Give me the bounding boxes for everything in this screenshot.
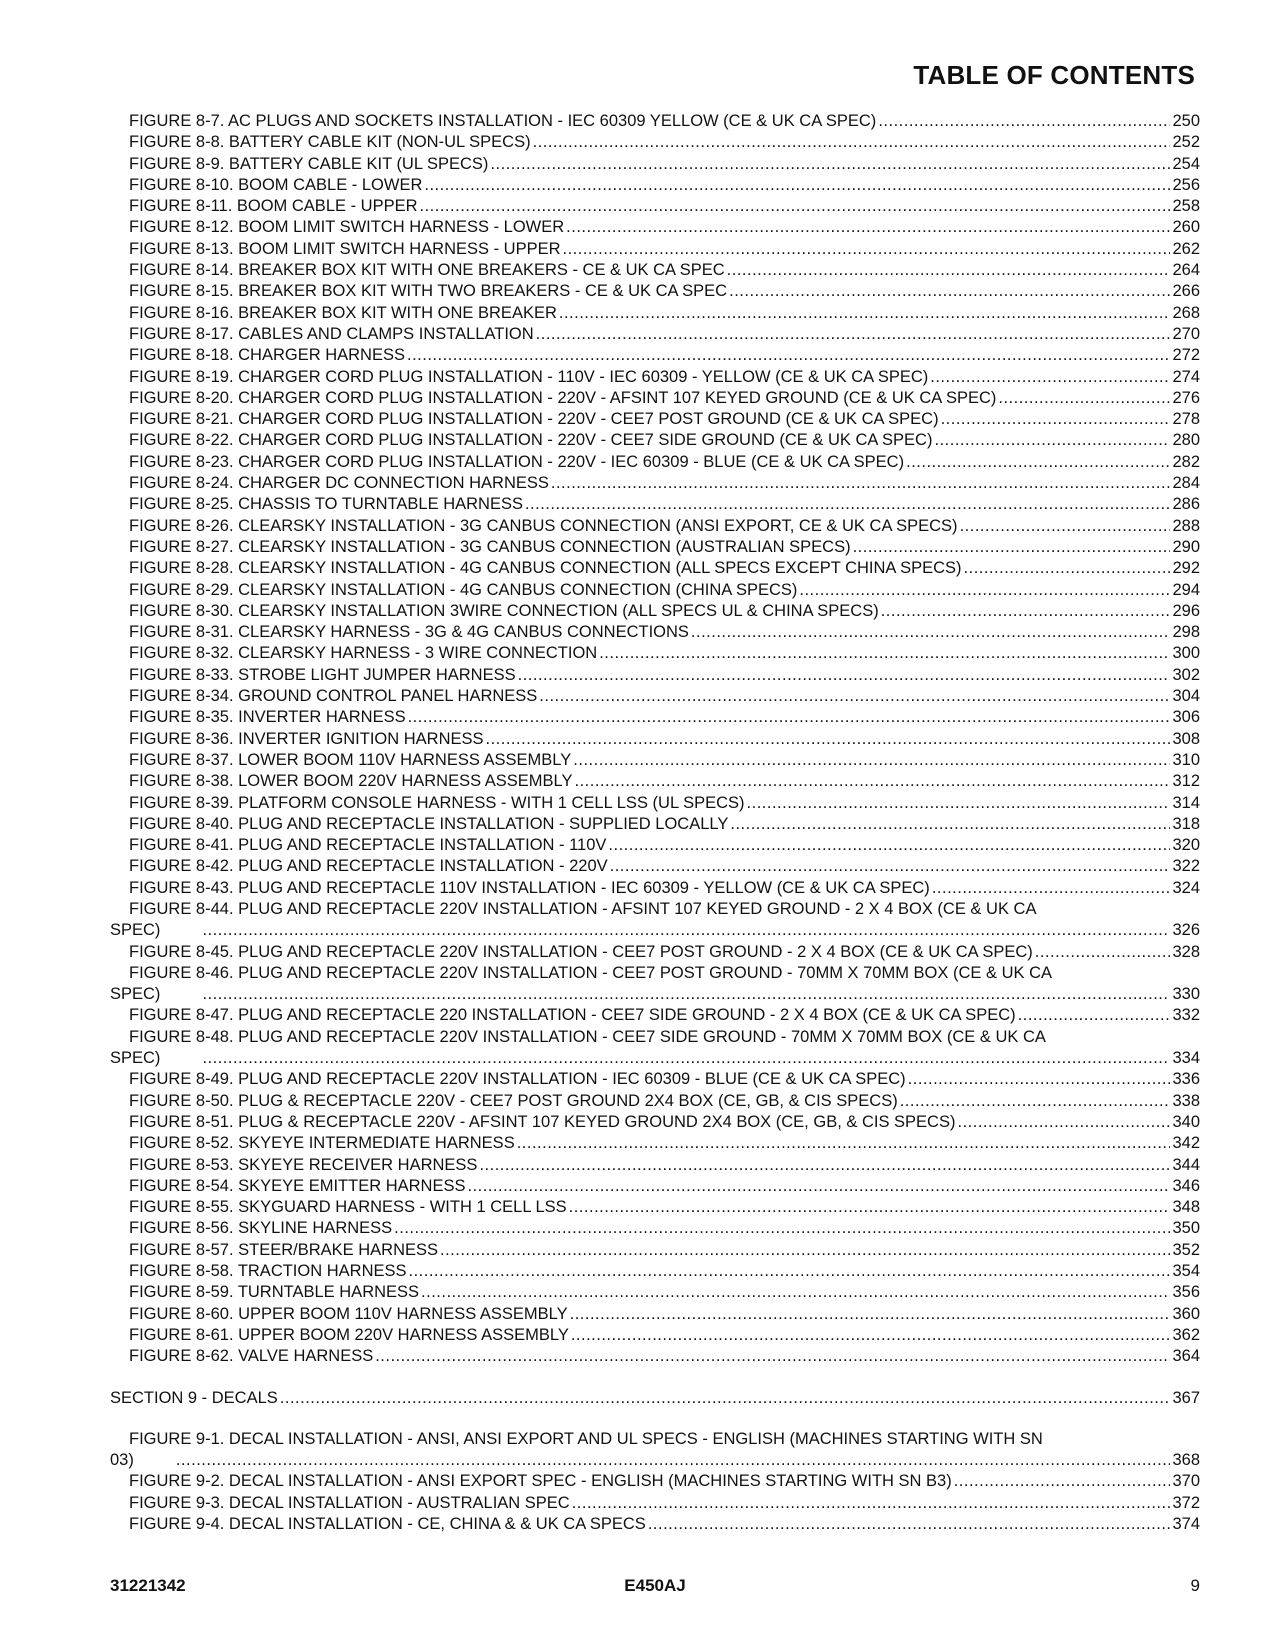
toc-entry-page: 250 <box>1172 112 1200 130</box>
dot-leader <box>479 1155 1170 1176</box>
toc-entry-page: 308 <box>1172 729 1200 748</box>
toc-entry-title-continued: SPEC) <box>110 985 161 1004</box>
dot-leader <box>878 111 1170 132</box>
toc-entry-title: FIGURE 8-54. SKYEYE EMITTER HARNESS <box>129 1176 466 1195</box>
toc-entry-title: FIGURE 9-1. DECAL INSTALLATION - ANSI, ANSI EXPORT AND UL SPECS - ENGLISH (MACHINES STARTING WITH SN <box>129 1429 1043 1448</box>
toc-entry-continuation <box>110 1048 1200 1069</box>
toc-entry[interactable] <box>110 1514 1200 1535</box>
toc-entry-title: FIGURE 8-47. PLUG AND RECEPTACLE 220 INSTALLATION - CEE7 SIDE GROUND - 2 X 4 BOX (CE & UK CA SPEC) <box>129 1006 1016 1025</box>
toc-entry-page: 348 <box>1172 1198 1200 1217</box>
toc-entry[interactable] <box>110 324 1200 345</box>
toc-entry-title: FIGURE 9-3. DECAL INSTALLATION - AUSTRALIAN SPEC <box>129 1493 570 1512</box>
toc-entry[interactable] <box>110 1471 1200 1492</box>
toc-entry-title: FIGURE 8-49. PLUG AND RECEPTACLE 220V INSTALLATION - IEC 60309 - BLUE (CE & UK CA SPEC) <box>129 1070 906 1089</box>
dot-leader <box>486 729 1171 750</box>
toc-entry-page: 338 <box>1172 1091 1200 1110</box>
dot-leader <box>533 132 1171 153</box>
dot-leader <box>1035 942 1171 963</box>
dot-leader <box>468 1176 1171 1197</box>
toc-entry-title: FIGURE 8-33. STROBE LIGHT JUMPER HARNESS <box>129 665 516 684</box>
toc-entry-title: FIGURE 8-30. CLEARSKY INSTALLATION 3WIRE CONNECTION (ALL SPECS UL & CHINA SPECS) <box>129 601 879 620</box>
toc-entry-title: FIGURE 8-12. BOOM LIMIT SWITCH HARNESS - LOWER <box>129 218 565 237</box>
dot-leader <box>964 558 1171 579</box>
toc-entry-page: 332 <box>1172 1006 1200 1025</box>
toc-entry[interactable] <box>110 260 1200 281</box>
dot-leader <box>539 686 1170 707</box>
toc-entry-page: 256 <box>1172 175 1200 194</box>
toc-entry[interactable] <box>110 388 1200 409</box>
toc-entry-page: 298 <box>1172 623 1200 642</box>
toc-entry[interactable] <box>110 111 1200 132</box>
dot-leader <box>420 196 1171 217</box>
toc-entry[interactable] <box>110 856 1200 877</box>
toc-entry-page: 326 <box>1172 921 1200 940</box>
dot-leader <box>407 345 1170 366</box>
toc-entry-page: 288 <box>1172 516 1200 535</box>
toc-entry-title: FIGURE 8-45. PLUG AND RECEPTACLE 220V INSTALLATION - CEE7 POST GROUND - 2 X 4 BOX (CE & UK CA SPEC) <box>129 942 1033 961</box>
toc-entry-page: 300 <box>1172 644 1200 663</box>
toc-entry-page: 356 <box>1172 1283 1200 1302</box>
toc-entry[interactable] <box>110 239 1200 260</box>
dot-leader <box>569 1197 1171 1218</box>
dot-leader <box>575 771 1171 792</box>
toc-entry-title: FIGURE 8-9. BATTERY CABLE KIT (UL SPECS) <box>129 154 489 173</box>
toc-entry-title: FIGURE 8-62. VALVE HARNESS <box>129 1347 374 1366</box>
toc-entry-page: 367 <box>1172 1388 1200 1407</box>
toc-entry[interactable] <box>110 963 1200 1006</box>
toc-entry[interactable] <box>110 622 1200 643</box>
dot-leader <box>525 494 1171 515</box>
dot-leader <box>930 367 1170 388</box>
toc-entry-page: 284 <box>1172 474 1200 493</box>
toc-entry[interactable] <box>110 1429 1200 1472</box>
toc-entry[interactable] <box>110 1304 1200 1325</box>
dot-leader <box>421 1282 1170 1303</box>
table-of-contents <box>110 111 1200 1535</box>
toc-entry-title: FIGURE 8-35. INVERTER HARNESS <box>129 708 406 727</box>
toc-entry-title: FIGURE 8-24. CHARGER DC CONNECTION HARNESS <box>129 474 549 493</box>
toc-entry-page: 260 <box>1172 218 1200 237</box>
toc-entry[interactable] <box>110 558 1200 579</box>
toc-entry-title: FIGURE 8-21. CHARGER CORD PLUG INSTALLATION - 220V - CEE7 POST GROUND (CE & UK CA SPEC) <box>129 410 939 429</box>
toc-entry-page: 362 <box>1172 1325 1200 1344</box>
toc-entry-title: FIGURE 9-2. DECAL INSTALLATION - ANSI EXPORT SPEC - ENGLISH (MACHINES STARTING WITH SN B3) <box>129 1472 952 1491</box>
toc-entry-title: FIGURE 8-22. CHARGER CORD PLUG INSTALLATION - 220V - CEE7 SIDE GROUND (CE & UK CA SPEC) <box>129 431 933 450</box>
toc-entry[interactable] <box>110 1282 1200 1303</box>
toc-entry[interactable] <box>110 303 1200 324</box>
toc-entry-title: FIGURE 8-18. CHARGER HARNESS <box>129 346 405 365</box>
document-number: 31221342 <box>110 1576 186 1595</box>
dot-leader <box>998 388 1170 409</box>
toc-entry-title: FIGURE 8-23. CHARGER CORD PLUG INSTALLATION - 220V - IEC 60309 - BLUE (CE & UK CA SPEC) <box>129 452 905 471</box>
toc-entry-title: FIGURE 8-10. BOOM CABLE - LOWER <box>129 175 423 194</box>
toc-entry-page: 370 <box>1172 1472 1200 1491</box>
toc-entry[interactable] <box>110 835 1200 856</box>
toc-entry[interactable] <box>110 430 1200 451</box>
dot-leader <box>906 452 1170 473</box>
dot-leader <box>954 1471 1171 1492</box>
dot-leader <box>176 1450 1171 1471</box>
toc-entry[interactable] <box>110 345 1200 366</box>
toc-entry[interactable] <box>110 1218 1200 1239</box>
toc-entry-title: FIGURE 8-31. CLEARSKY HARNESS - 3G & 4G CANBUS CONNECTIONS <box>129 623 689 642</box>
toc-entry[interactable] <box>110 1325 1200 1346</box>
toc-entry-page: 364 <box>1172 1347 1200 1366</box>
dot-leader <box>900 1091 1171 1112</box>
toc-entry-title: FIGURE 8-60. UPPER BOOM 110V HARNESS ASSEMBLY <box>129 1304 568 1323</box>
dot-leader <box>799 580 1170 601</box>
toc-entry-page: 264 <box>1172 261 1200 280</box>
toc-entry[interactable] <box>110 1261 1200 1282</box>
toc-entry-page: 302 <box>1172 665 1200 684</box>
dot-leader <box>518 665 1171 686</box>
toc-entry-page: 294 <box>1172 580 1200 599</box>
toc-entry-page: 340 <box>1172 1112 1200 1131</box>
toc-entry-page: 336 <box>1172 1070 1200 1089</box>
dot-leader <box>730 814 1170 835</box>
toc-entry-page: 280 <box>1172 431 1200 450</box>
toc-entry-page: 374 <box>1172 1515 1200 1533</box>
toc-entry-page: 274 <box>1172 367 1200 386</box>
toc-entry-page: 324 <box>1172 878 1200 897</box>
toc-entry-page: 328 <box>1172 942 1200 961</box>
toc-entry[interactable] <box>110 729 1200 750</box>
toc-entry-page: 318 <box>1172 814 1200 833</box>
toc-entry[interactable] <box>110 942 1200 963</box>
toc-entry-title: FIGURE 8-38. LOWER BOOM 220V HARNESS ASSEMBLY <box>129 772 573 791</box>
toc-entry-title: FIGURE 8-53. SKYEYE RECEIVER HARNESS <box>129 1155 478 1174</box>
toc-entry-page: 322 <box>1172 857 1200 876</box>
toc-entry[interactable] <box>110 409 1200 430</box>
dot-leader <box>424 175 1170 196</box>
toc-entry[interactable] <box>110 1069 1200 1090</box>
toc-entry-title-continued: SPEC) <box>110 921 161 940</box>
toc-entry-title: FIGURE 8-50. PLUG & RECEPTACLE 220V - CEE7 POST GROUND 2X4 BOX (CE, GB, & CIS SPECS) <box>129 1091 898 1110</box>
toc-entry-title: FIGURE 8-59. TURNTABLE HARNESS <box>129 1283 420 1302</box>
dot-leader <box>729 281 1170 302</box>
toc-entry[interactable] <box>110 452 1200 473</box>
dot-leader <box>1018 1005 1171 1026</box>
toc-entry-title: FIGURE 8-48. PLUG AND RECEPTACLE 220V INSTALLATION - CEE7 SIDE GROUND - 70MM X 70MM BOX (CE & UK CA <box>129 1027 1046 1046</box>
toc-entry-page: 314 <box>1172 793 1200 812</box>
dot-leader <box>881 601 1171 622</box>
dot-leader <box>490 154 1170 175</box>
toc-entry-title: FIGURE 8-39. PLATFORM CONSOLE HARNESS - WITH 1 CELL LSS (UL SPECS) <box>129 793 745 812</box>
dot-leader <box>853 537 1171 558</box>
toc-entry[interactable] <box>110 686 1200 707</box>
dot-leader <box>202 984 1170 1005</box>
toc-entry-page: 320 <box>1172 836 1200 855</box>
toc-entry[interactable] <box>110 367 1200 388</box>
dot-leader <box>394 1218 1170 1239</box>
toc-entry[interactable] <box>110 643 1200 664</box>
dot-leader <box>517 1133 1171 1154</box>
dot-leader <box>747 793 1171 814</box>
dot-leader <box>573 750 1170 771</box>
dot-leader <box>536 324 1171 345</box>
toc-entry[interactable] <box>110 1091 1200 1112</box>
toc-entry[interactable] <box>110 814 1200 835</box>
toc-entry-page: 306 <box>1172 708 1200 727</box>
toc-entry-title: FIGURE 8-14. BREAKER BOX KIT WITH ONE BREAKERS - CE & UK CA SPEC <box>129 261 725 280</box>
toc-entry[interactable] <box>110 1133 1200 1154</box>
dot-leader <box>551 473 1171 494</box>
toc-entry-page: 252 <box>1172 133 1200 152</box>
toc-entry-title: FIGURE 8-13. BOOM LIMIT SWITCH HARNESS - UPPER <box>129 239 561 258</box>
toc-entry[interactable] <box>110 1027 1200 1070</box>
toc-entry-title-continued: 03) <box>110 1451 134 1470</box>
toc-entry-page: 360 <box>1172 1304 1200 1323</box>
toc-entry-title: FIGURE 8-15. BREAKER BOX KIT WITH TWO BREAKERS - CE & UK CA SPEC <box>129 282 728 301</box>
dot-leader <box>375 1346 1170 1367</box>
toc-entry-continuation <box>110 920 1200 941</box>
toc-entry-page: 352 <box>1172 1240 1200 1259</box>
dot-leader <box>610 856 1171 877</box>
toc-entry-title: FIGURE 8-17. CABLES AND CLAMPS INSTALLATION <box>129 324 534 343</box>
dot-leader <box>727 260 1171 281</box>
toc-entry-page: 266 <box>1172 282 1200 301</box>
toc-entry[interactable] <box>110 1155 1200 1176</box>
toc-entry-page: 278 <box>1172 410 1200 429</box>
toc-entry[interactable] <box>110 494 1200 515</box>
toc-entry[interactable] <box>110 1346 1200 1367</box>
dot-leader <box>599 643 1170 664</box>
toc-entry[interactable] <box>110 899 1200 942</box>
dot-leader <box>202 920 1170 941</box>
dot-leader <box>408 707 1171 728</box>
dot-leader <box>960 516 1171 537</box>
dot-leader <box>572 1493 1171 1514</box>
toc-entry-page: 368 <box>1172 1451 1200 1470</box>
toc-entry-continuation <box>110 984 1200 1005</box>
toc-section-entry[interactable] <box>110 1388 1200 1409</box>
toc-entry-title: FIGURE 8-51. PLUG & RECEPTACLE 220V - AFSINT 107 KEYED GROUND 2X4 BOX (CE, GB, & CIS SPECS) <box>129 1112 956 1131</box>
toc-entry-page: 344 <box>1172 1155 1200 1174</box>
toc-entry-title: FIGURE 8-58. TRACTION HARNESS <box>129 1262 407 1281</box>
toc-entry-title-continued: SPEC) <box>110 1049 161 1068</box>
dot-leader <box>941 409 1171 430</box>
toc-entry-title: FIGURE 8-34. GROUND CONTROL PANEL HARNESS <box>129 687 538 706</box>
page-footer <box>110 1576 1200 1600</box>
toc-entry[interactable] <box>110 793 1200 814</box>
toc-entry[interactable] <box>110 281 1200 302</box>
toc-entry-page: 346 <box>1172 1176 1200 1195</box>
toc-entry[interactable] <box>110 665 1200 686</box>
toc-entry-title: FIGURE 8-8. BATTERY CABLE KIT (NON-UL SPECS) <box>129 133 531 152</box>
toc-entry-title: FIGURE 8-41. PLUG AND RECEPTACLE INSTALLATION - 110V <box>129 836 607 855</box>
toc-entry-title: FIGURE 8-37. LOWER BOOM 110V HARNESS ASSEMBLY <box>129 750 572 769</box>
toc-entry[interactable] <box>110 750 1200 771</box>
toc-entry-title: FIGURE 8-42. PLUG AND RECEPTACLE INSTALLATION - 220V <box>129 857 608 876</box>
toc-entry[interactable] <box>110 175 1200 196</box>
toc-entry[interactable] <box>110 132 1200 153</box>
toc-entry-page: 276 <box>1172 388 1200 407</box>
toc-entry-page: 258 <box>1172 197 1200 216</box>
toc-entry[interactable] <box>110 154 1200 175</box>
toc-entry[interactable] <box>110 601 1200 622</box>
toc-entry-title: FIGURE 8-25. CHASSIS TO TURNTABLE HARNESS <box>129 495 523 514</box>
toc-entry-page: 272 <box>1172 346 1200 365</box>
page-number: 9 <box>1190 1576 1200 1595</box>
toc-entry[interactable] <box>110 1493 1200 1514</box>
toc-entry-title: FIGURE 8-27. CLEARSKY INSTALLATION - 3G CANBUS CONNECTION (AUSTRALIAN SPECS) <box>129 537 851 556</box>
toc-entry-page: 292 <box>1172 559 1200 578</box>
toc-entry[interactable] <box>110 196 1200 217</box>
dot-leader <box>409 1261 1171 1282</box>
dot-leader <box>957 1112 1170 1133</box>
toc-entry-page: 296 <box>1172 601 1200 620</box>
toc-entry[interactable] <box>110 1176 1200 1197</box>
toc-entry-title: FIGURE 8-36. INVERTER IGNITION HARNESS <box>129 729 484 748</box>
toc-entry-title: FIGURE 8-19. CHARGER CORD PLUG INSTALLATION - 110V - IEC 60309 - YELLOW (CE & UK CA SPEC) <box>129 367 929 386</box>
dot-leader <box>648 1514 1171 1535</box>
toc-entry[interactable] <box>110 217 1200 238</box>
toc-entry[interactable] <box>110 1005 1200 1026</box>
toc-entry-page: 372 <box>1172 1493 1200 1512</box>
toc-entry-page: 350 <box>1172 1219 1200 1238</box>
toc-entry-title: FIGURE 8-55. SKYGUARD HARNESS - WITH 1 CELL LSS <box>129 1198 567 1217</box>
toc-entry-title: SECTION 9 - DECALS <box>110 1388 278 1407</box>
model-name: E450AJ <box>624 1576 686 1595</box>
toc-entry-title: FIGURE 8-44. PLUG AND RECEPTACLE 220V INSTALLATION - AFSINT 107 KEYED GROUND - 2 X 4 BOX (CE & UK CA <box>129 899 1037 918</box>
toc-entry-title: FIGURE 8-57. STEER/BRAKE HARNESS <box>129 1240 438 1259</box>
toc-entry[interactable] <box>110 878 1200 899</box>
toc-entry[interactable] <box>110 1240 1200 1261</box>
toc-entry-title: FIGURE 8-11. BOOM CABLE - UPPER <box>129 197 418 216</box>
dot-leader <box>571 1325 1171 1346</box>
dot-leader <box>440 1240 1170 1261</box>
toc-entry[interactable] <box>110 516 1200 537</box>
dot-leader <box>202 1048 1170 1069</box>
dot-leader <box>280 1388 1171 1409</box>
toc-entry[interactable] <box>110 1112 1200 1133</box>
dot-leader <box>563 239 1171 260</box>
toc-entry[interactable] <box>110 707 1200 728</box>
toc-entry-page: 354 <box>1172 1262 1200 1281</box>
toc-entry-page: 262 <box>1172 239 1200 258</box>
toc-entry-title: FIGURE 8-56. SKYLINE HARNESS <box>129 1219 393 1238</box>
toc-entry-title: FIGURE 8-61. UPPER BOOM 220V HARNESS ASSEMBLY <box>129 1325 569 1344</box>
toc-entry-title: FIGURE 8-16. BREAKER BOX KIT WITH ONE BREAKER <box>129 303 557 322</box>
toc-entry-page: 286 <box>1172 495 1200 514</box>
toc-entry-page: 310 <box>1172 750 1200 769</box>
toc-entry-title: FIGURE 8-32. CLEARSKY HARNESS - 3 WIRE CONNECTION <box>129 644 598 663</box>
toc-entry-page: 254 <box>1172 154 1200 173</box>
toc-entry-page: 342 <box>1172 1134 1200 1153</box>
toc-entry-title: FIGURE 8-52. SKYEYE INTERMEDIATE HARNESS <box>129 1134 515 1153</box>
toc-entry-title: FIGURE 9-4. DECAL INSTALLATION - CE, CHINA & & UK CA SPECS <box>129 1515 646 1533</box>
toc-entry-title: FIGURE 8-43. PLUG AND RECEPTACLE 110V INSTALLATION - IEC 60309 - YELLOW (CE & UK CA SPEC) <box>129 878 930 897</box>
dot-leader <box>908 1069 1171 1090</box>
toc-entry-title: FIGURE 8-7. AC PLUGS AND SOCKETS INSTALLATION - IEC 60309 YELLOW (CE & UK CA SPEC) <box>129 112 877 130</box>
toc-entry-title: FIGURE 8-28. CLEARSKY INSTALLATION - 4G CANBUS CONNECTION (ALL SPECS EXCEPT CHINA SPECS) <box>129 559 962 578</box>
dot-leader <box>932 878 1171 899</box>
dot-leader <box>934 430 1170 451</box>
toc-entry-page: 334 <box>1172 1049 1200 1068</box>
dot-leader <box>566 217 1170 238</box>
toc-entry[interactable] <box>110 771 1200 792</box>
toc-entry-page: 312 <box>1172 772 1200 791</box>
dot-leader <box>608 835 1170 856</box>
toc-entry-page: 290 <box>1172 537 1200 556</box>
toc-entry-page: 268 <box>1172 303 1200 322</box>
toc-entry-page: 282 <box>1172 452 1200 471</box>
toc-entry-continuation <box>110 1450 1200 1471</box>
toc-entry-title: FIGURE 8-26. CLEARSKY INSTALLATION - 3G CANBUS CONNECTION (ANSI EXPORT, CE & UK CA SPECS) <box>129 516 958 535</box>
dot-leader <box>691 622 1171 643</box>
toc-entry[interactable] <box>110 580 1200 601</box>
dot-leader <box>570 1304 1171 1325</box>
toc-entry-page: 270 <box>1172 324 1200 343</box>
toc-entry[interactable] <box>110 473 1200 494</box>
toc-entry-title: FIGURE 8-20. CHARGER CORD PLUG INSTALLATION - 220V - AFSINT 107 KEYED GROUND (CE & UK CA SPEC) <box>129 388 997 407</box>
toc-entry[interactable] <box>110 1197 1200 1218</box>
page-title: TABLE OF CONTENTS <box>913 60 1195 90</box>
toc-entry-title: FIGURE 8-40. PLUG AND RECEPTACLE INSTALLATION - SUPPLIED LOCALLY <box>129 814 729 833</box>
toc-entry-page: 330 <box>1172 985 1200 1004</box>
toc-entry-title: FIGURE 8-46. PLUG AND RECEPTACLE 220V INSTALLATION - CEE7 POST GROUND - 70MM X 70MM BOX (CE & UK CA <box>129 963 1053 982</box>
toc-entry-title: FIGURE 8-29. CLEARSKY INSTALLATION - 4G CANBUS CONNECTION (CHINA SPECS) <box>129 580 798 599</box>
dot-leader <box>559 303 1171 324</box>
toc-entry-page: 304 <box>1172 687 1200 706</box>
toc-entry[interactable] <box>110 537 1200 558</box>
